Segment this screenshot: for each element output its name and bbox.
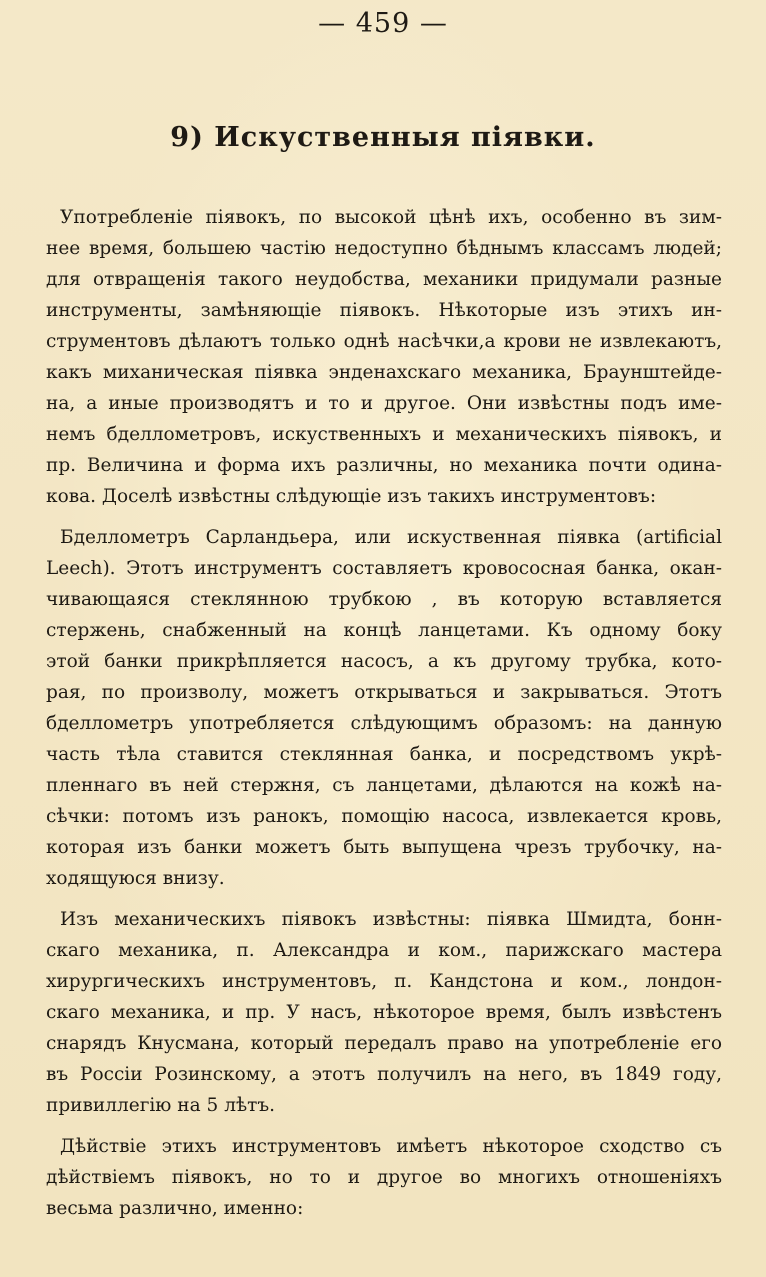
text-line: какъ миханическая піявка энденахскаго механика, Браунштейде- xyxy=(46,362,722,383)
text-line: немъ бделлометровъ, искуственныхъ и механическихъ піявокъ, и xyxy=(46,424,722,445)
text-line: Употребленіе піявокъ, по высокой цѣнѣ ихъ, особенно въ зим- xyxy=(60,207,722,228)
text-line: пленнаго въ ней стержня, съ ланцетами, дѣлаются на кожѣ на- xyxy=(46,775,722,796)
text-line: которая изъ банки можетъ быть выпущена чрезъ трубочку, на- xyxy=(46,837,722,858)
text-line: пр. Величина и форма ихъ различны, но механика почти одина- xyxy=(46,455,722,476)
text-line: Изъ механическихъ піявокъ извѣстны: піявка Шмидта, бонн- xyxy=(60,909,722,930)
text-line: дѣйствіемъ піявокъ, но то и другое во многихъ отношеніяхъ xyxy=(46,1167,722,1188)
text-line: этой банки прикрѣпляется насосъ, а къ другому трубка, кото- xyxy=(46,651,722,672)
page-number: — 459 — xyxy=(318,8,448,39)
paragraph-1 xyxy=(46,202,722,512)
text-line: въ Россіи Розинскому, а этотъ получилъ на него, въ 1849 году, xyxy=(46,1064,722,1085)
text-line: чивающаяся стеклянною трубкою , въ которую вставляется xyxy=(46,589,722,610)
text-line: снарядъ Кнусмана, который передалъ право на употребленіе его xyxy=(46,1033,722,1054)
body-text xyxy=(46,202,722,1234)
paragraph-2 xyxy=(46,522,722,894)
text-line: привиллегію на 5 лѣтъ. xyxy=(46,1095,275,1116)
text-line: струментовъ дѣлаютъ только однѣ насѣчки,а крови не извлекаютъ, xyxy=(46,331,722,352)
text-line: стержень, снабженный на концѣ ланцетами. Къ одному боку xyxy=(46,620,722,641)
text-line: скаго механика, и пр. У насъ, нѣкоторое время, былъ извѣстенъ xyxy=(46,1002,722,1023)
text-line: на, а иные производятъ и то и другое. Они извѣстны подъ име- xyxy=(46,393,722,414)
paragraph-4 xyxy=(46,1131,722,1224)
text-line: рая, по произволу, можетъ открываться и закрываться. Этотъ xyxy=(46,682,722,703)
text-line: хирургическихъ инструментовъ, п. Кандстона и ком., лондон- xyxy=(46,971,722,992)
text-line: ходящуюся внизу. xyxy=(46,868,225,889)
text-line: нее время, большею частію недоступно бѣднымъ классамъ людей; xyxy=(46,238,722,259)
text-line: весьма различно, именно: xyxy=(46,1198,304,1219)
text-line: скаго механика, п. Александра и ком., парижскаго мастера xyxy=(46,940,722,961)
text-line: Leech). Этотъ инструментъ составляетъ кровососная банка, окан- xyxy=(46,558,722,579)
text-line: бделлометръ употребляется слѣдующимъ образомъ: на данную xyxy=(46,713,722,734)
text-line: сѣчки: потомъ изъ ранокъ, помощію насоса, извлекается кровь, xyxy=(46,806,722,827)
text-line: Дѣйствіе этихъ инструментовъ имѣетъ нѣкоторое сходство съ xyxy=(60,1136,722,1157)
text-line: для отвращенія такого неудобства, механики придумали разные xyxy=(46,269,722,290)
section-title: 9) Искуственныя піявки. xyxy=(170,122,596,153)
text-line: инструменты, замѣняющіе піявокъ. Нѣкоторые изъ этихъ ин- xyxy=(46,300,722,321)
paragraph-3 xyxy=(46,904,722,1121)
text-line: кова. Доселѣ извѣстны слѣдующіе изъ такихъ инструментовъ: xyxy=(46,486,657,507)
text-line: часть тѣла ставится стеклянная банка, и посредствомъ укрѣ- xyxy=(46,744,722,765)
text-line: Бделлометръ Сарландьера, или искуственная піявка (artificial xyxy=(60,527,722,548)
